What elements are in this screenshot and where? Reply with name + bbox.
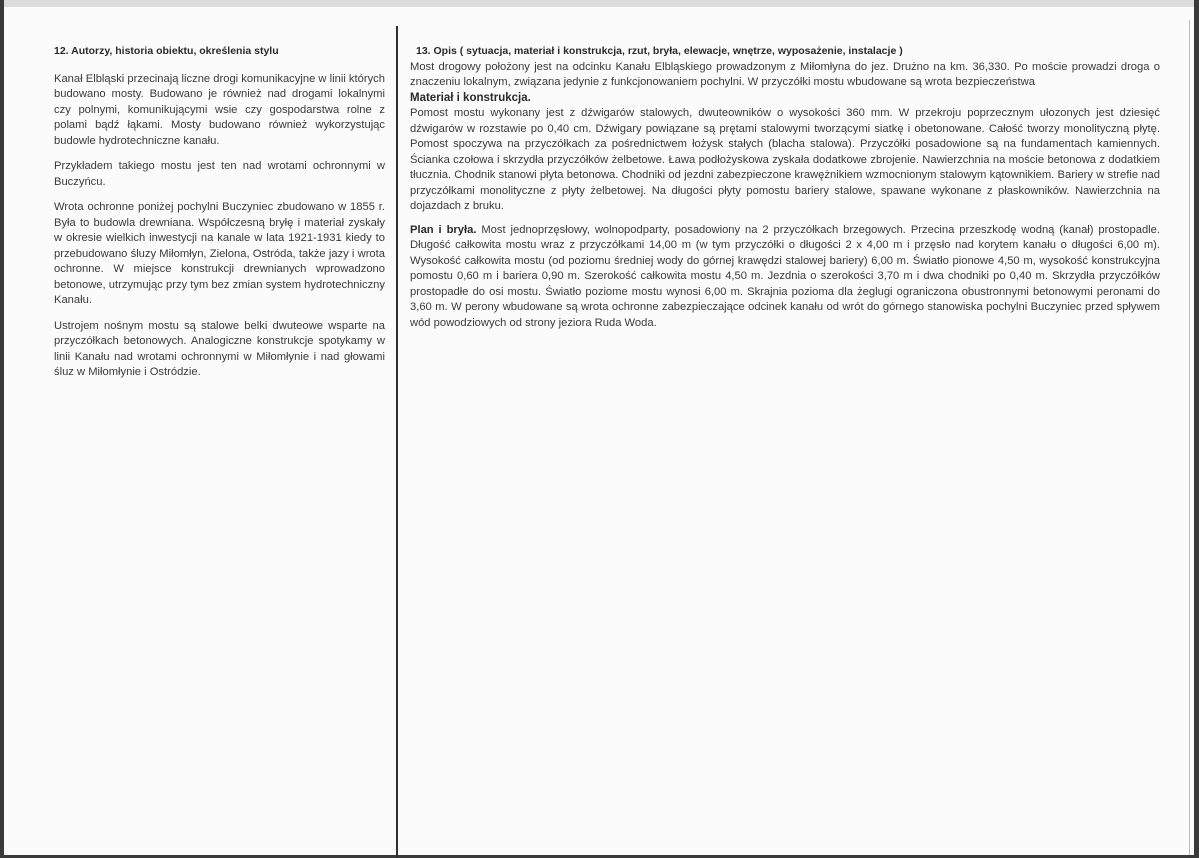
history-paragraph: Wrota ochronne poniżej pochylni Buczyniec zbudowano w 1855 r. Była to budowla drewniana. Współczesną bryłę i materiał zyskały w okresie wielkich inwestycji na kanale w lata 1921-1931 kiedy to przebudowano śluzy Miłomłyn, Zielona, Ostróda, także jazy i wrota ochronne. W miejsce konstrukcji drewnianych wprowadzono betonowe, utrzymując przy tym bez zmian system hydrotechniczny Kanału. — [54, 201, 385, 306]
history-paragraph: Kanał Elbląski przecinają liczne drogi komunikacyjne w linii których budowano mosty. Budowano je również nad drogami lokalnymi czy polnymi, komunikującymi wsie czy gospodarstwa rolne z polami bądź łąkami. Mosty budowano również wykorzystując budowle hydrotechniczne kanału. — [54, 72, 385, 147]
section-12-column — [54, 44, 385, 391]
material-paragraph: Pomost mostu wykonany jest z dźwigarów stalowych, dwuteowników o wysokości 360 mm. W przekroju poprzecznym ułozonych jest dziesięć dźwigarów w rozstawie po 0,40 cm. Dźwigary powiązane są prętami stalowymi tworzącymi siatkę i obetonowane. Całość tworzy monolityczną płytę. Pomost spoczywa na przyczółkach za pośrednictwem łożysk stałych (blacha stalowa). Przyczółki posadowione są na fundamentach kamiennych. Ścianka czołowa i skrzydła przyczółków żelbetowe. Ława podłożyskowa zyskała dodatkowe zbrojenie. Nawierzchnia na moście betonowa z dodatkiem tłucznia. Chodnik stanowi płyta betonowa. Chodniki od jezdni zabezpieczone krawężnikiem wzmocnionym stalowym kątownikiem. Bariery w strefie nad przyczółkami monolityczne z płyty żelbetowej. Na długości płyty pomostu bariery stalowe, spawane wykonane z płaskowników. Nawierzchnia na dojazdach z bruku. — [410, 107, 1160, 212]
section-12-heading: 12. Autorzy, historia obiektu, określenia stylu — [54, 45, 279, 57]
intro-paragraph: Most drogowy położony jest na odcinku Kanału Elbląskiego prowadzonym z Miłomłyna do jez. Drużno na km. 36,330. Po moście prowadzi droga o znaczeniu lokalnym, związana jedynie z funkcjonowaniem pochylni. W przyczółki mostu wbudowane są wrota bezpieczeństwa — [410, 60, 1160, 88]
history-paragraph: Przykładem takiego mostu jest ten nad wrotami ochronnymi w Buczyńcu. — [54, 160, 385, 188]
left-border — [0, 0, 4, 858]
inner-right-rule — [1189, 20, 1190, 858]
plan-paragraph — [410, 223, 1160, 332]
section-13-heading: 13. Opis ( sytuacja, materiał i konstrukcja, rzut, bryła, elewacje, wnętrze, wyposażenie, instalacje ) — [416, 45, 903, 57]
section-13-column — [410, 44, 1160, 339]
plan-text: Most jednoprzęsłowy, wolnopodparty, posadowiony na 2 przyczółkach brzegowych. Przecina przeszkodę wodną (kanał) prostopadle. Długość całkowita mostu wraz z przyczółkami 14,00 m (w tym przyczółki o długości 2 x 4,00 m i przęsło nad korytem kanału o długości 6,00 m). Wysokość całkowita mostu (od poziomu średniej wody do górnej krawędzi stalowej bariery) 6,00 m. Światło pionowe 4,50 m, wysokość konstrukcyjna pomostu 0,60 m i bariera 0,90 m. Szerokość całkowita mostu 4,50 m. Jezdnia o szerokości 3,70 m i dwa chodniki po 0,40 m. Skrzydła przyczółków prostopadłe do osi mostu. Światło poziome mostu wynosi 6,00 m. Skrajnia pozioma dla żeglugi ograniczona obustronnymi betonowymi peronami do 3,60 m. W perony wbudowane są wrota ochronne zabezpieczające odcinek kanału od wrót do górnego stanowiska pochylni Buczyniec przed spływem wód powodziowych od strony jeziora Ruda Woda. — [410, 223, 1160, 329]
plan-heading: Plan i bryła. — [410, 223, 477, 236]
history-paragraph: Ustrojem nośnym mostu są stalowe belki dwuteowe wsparte na przyczółkach betonowych. Analogiczne konstrukcje spotykamy w linii Kanału nad wrotami ochronnymi w Miłomłynie i nad głowami śluz w Miłomłynie i Ostródzie. — [54, 319, 385, 378]
material-heading: Materiał i konstrukcja. — [410, 91, 531, 104]
top-edge — [0, 0, 1199, 7]
right-border — [1194, 0, 1199, 858]
column-divider — [396, 26, 398, 858]
